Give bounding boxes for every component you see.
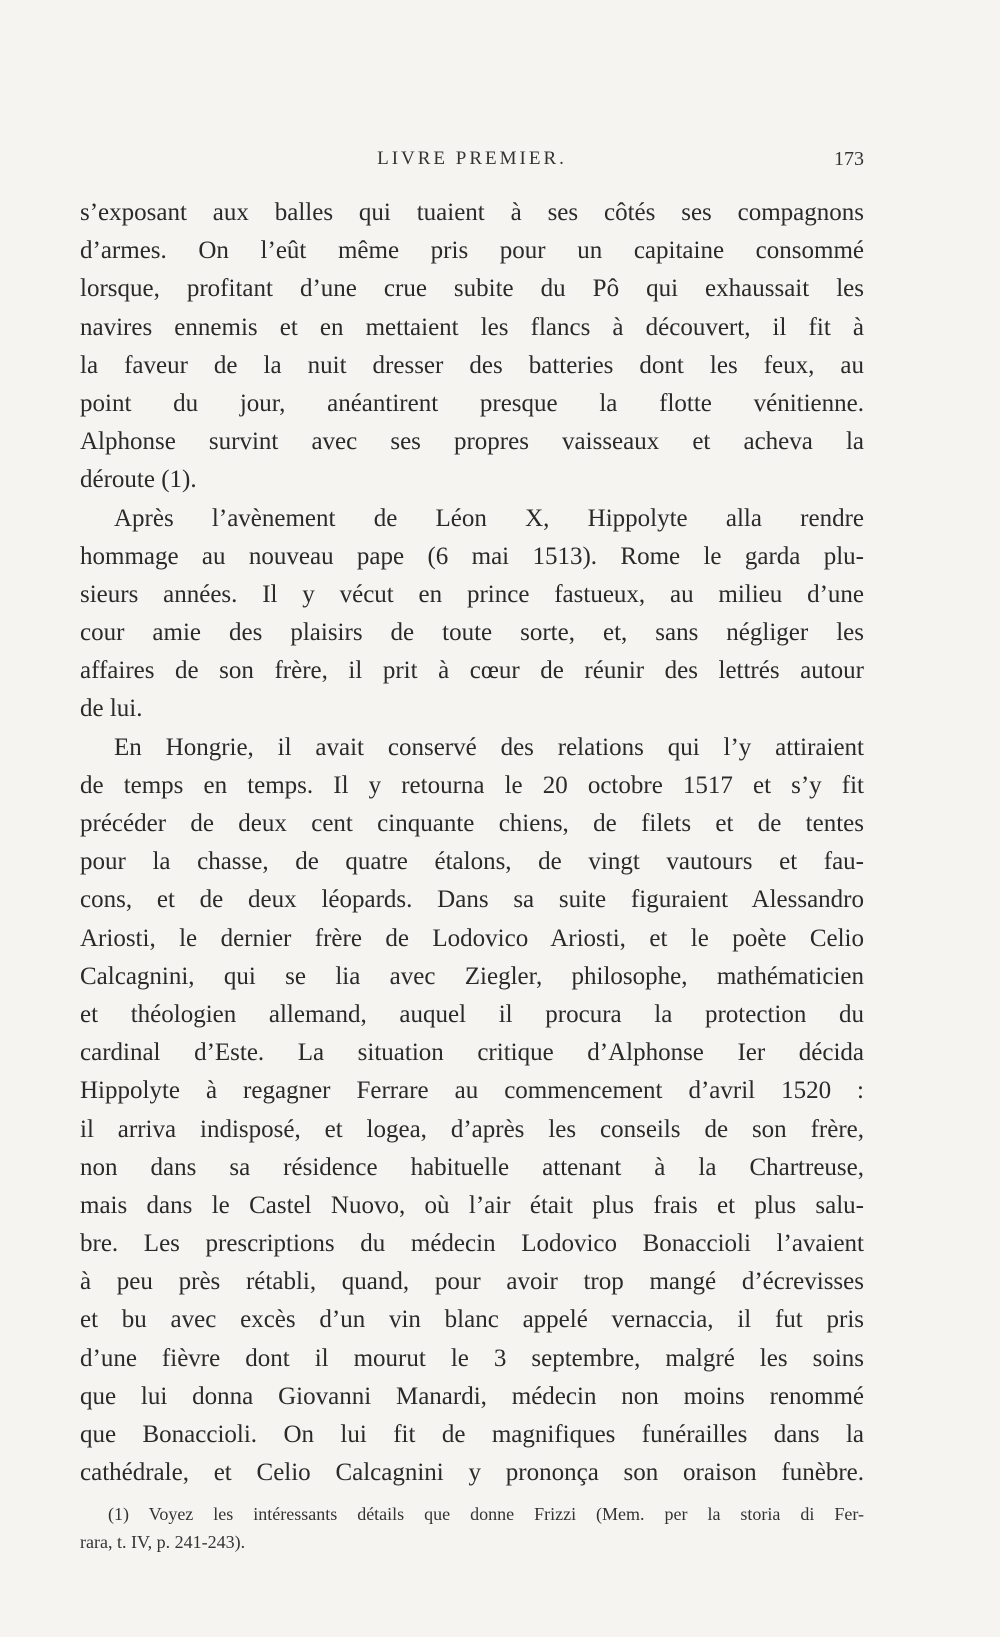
text-line: point du jour, anéantirent presque la flotte vénitienne. <box>80 389 864 417</box>
footnote-line: (1) Voyez les intéressants détails que donne Frizzi (Mem. per la storia di Fer- <box>108 1504 864 1524</box>
footnote-line: rara, t. IV, p. 241-243). <box>80 1532 246 1552</box>
text-line: et bu avec excès d’un vin blanc appelé vernaccia, il fut pris <box>80 1306 864 1334</box>
text-line: cathédrale, et Celio Calcagnini y prononça son oraison funèbre. <box>80 1459 864 1487</box>
text-line: cardinal d’Este. La situation critique d’Alphonse Ier décida <box>80 1039 864 1067</box>
text-line: Ariosti, le dernier frère de Lodovico Ariosti, et le poète Celio <box>80 924 864 952</box>
text-line: que lui donna Giovanni Manardi, médecin non moins renommé <box>80 1382 864 1410</box>
page-header <box>80 148 864 178</box>
text-line: et théologien allemand, auquel il procura la protection du <box>80 1000 864 1028</box>
text-line: la faveur de la nuit dresser des batteries dont les feux, au <box>80 351 864 379</box>
text-line: d’une fièvre dont il mourut le 3 septembre, malgré les soins <box>80 1344 864 1372</box>
text-line: non dans sa résidence habituelle attenant à la Chartreuse, <box>80 1153 864 1181</box>
text-line: Alphonse survint avec ses propres vaisseaux et acheva la <box>80 428 864 456</box>
text-line: cons, et de deux léopards. Dans sa suite figuraient Alessandro <box>80 886 864 914</box>
page-number: 173 <box>834 148 864 170</box>
text-line: cour amie des plaisirs de toute sorte, et, sans négliger les <box>80 619 864 647</box>
text-line: navires ennemis et en mettaient les flancs à découvert, il fit à <box>80 313 864 341</box>
text-line: s’exposant aux balles qui tuaient à ses côtés ses compagnons <box>80 199 864 226</box>
text-line: de lui. <box>80 695 143 723</box>
text-line: lorsque, profitant d’une crue subite du Pô qui exhaussait les <box>80 275 864 303</box>
text-line: Hippolyte à regagner Ferrare au commencement d’avril 1520 : <box>80 1077 864 1105</box>
running-title: LIVRE PREMIER. <box>377 148 567 169</box>
text-line: affaires de son frère, il prit à cœur de réunir des lettrés autour <box>80 657 864 685</box>
text-line: que Bonaccioli. On lui fit de magnifiques funérailles dans la <box>80 1421 864 1448</box>
text-line: hommage au nouveau pape (6 mai 1513). Rome le garda plu- <box>80 542 864 570</box>
text-line: à peu près rétabli, quand, pour avoir trop mangé d’écrevisses <box>80 1268 864 1296</box>
text-line: déroute (1). <box>80 466 197 494</box>
text-line: bre. Les prescriptions du médecin Lodovico Bonaccioli l’avaient <box>80 1230 864 1258</box>
body-text <box>80 194 864 1492</box>
text-line: d’armes. On l’eût même pris pour un capitaine consommé <box>80 237 864 265</box>
text-line: Après l’avènement de Léon X, Hippolyte alla rendre <box>114 504 864 532</box>
text-line: mais dans le Castel Nuovo, où l’air était plus frais et plus salu- <box>80 1191 864 1219</box>
text-line: il arriva indisposé, et logea, d’après les conseils de son frère, <box>80 1115 864 1143</box>
text-line: de temps en temps. Il y retourna le 20 octobre 1517 et s’y fit <box>80 771 864 799</box>
text-line: En Hongrie, il avait conservé des relations qui l’y attiraient <box>114 733 864 761</box>
text-line: précéder de deux cent cinquante chiens, de filets et de tentes <box>80 810 864 837</box>
footnotes <box>80 1500 864 1556</box>
text-line: Calcagnini, qui se lia avec Ziegler, philosophe, mathématicien <box>80 962 864 990</box>
text-line: sieurs années. Il y vécut en prince fastueux, au milieu d’une <box>80 580 864 608</box>
text-line: pour la chasse, de quatre étalons, de vingt vautours et fau- <box>80 848 864 876</box>
